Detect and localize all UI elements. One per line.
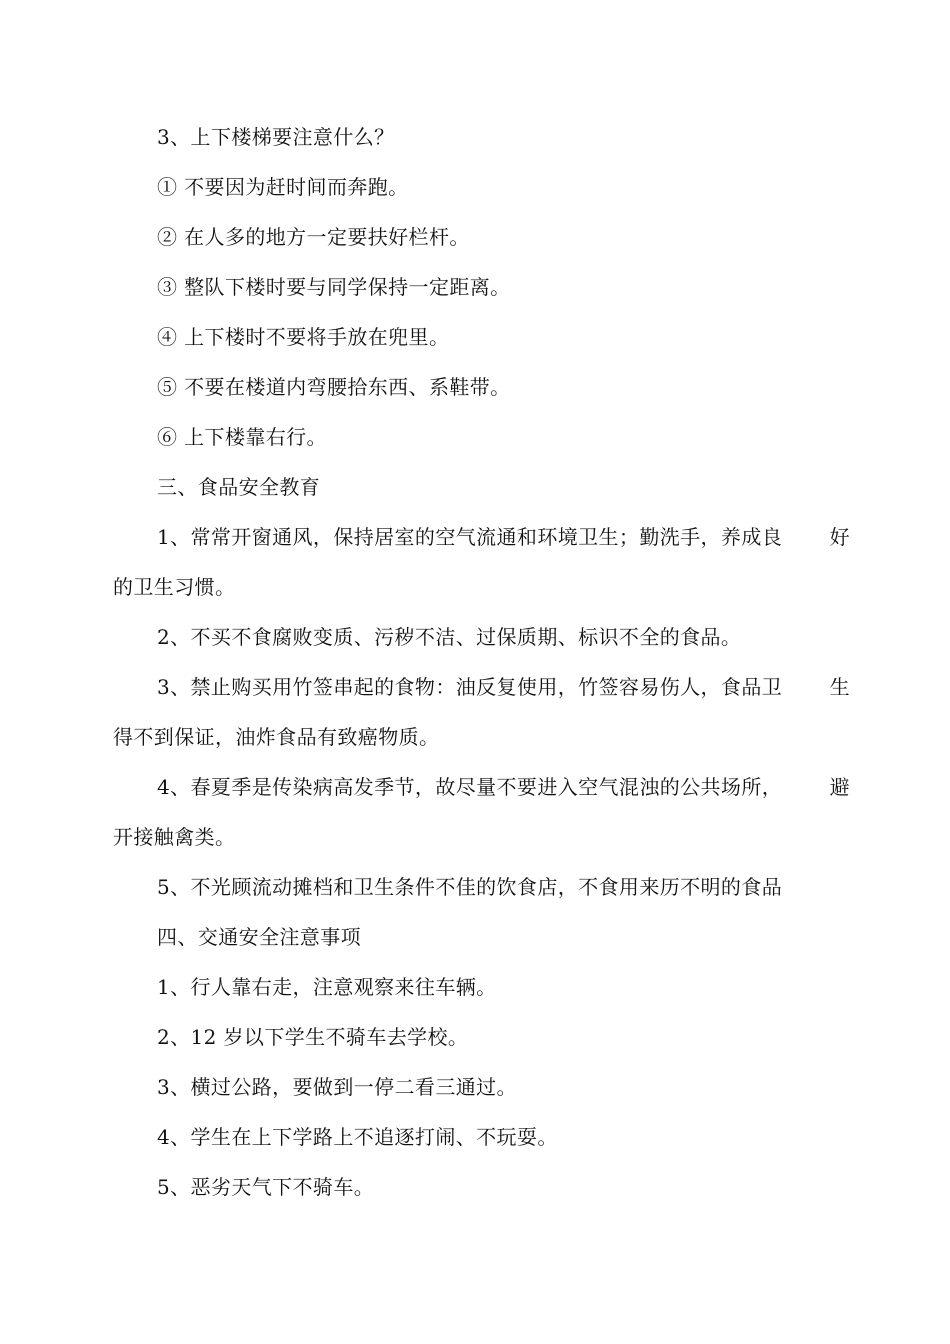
food-item-1-text: 1、常常开窗通风，保持居室的空气流通和环境卫生；勤洗手，养成良 (157, 525, 783, 549)
food-item-3-line-1 (113, 668, 850, 718)
traffic-item-5: 5、恶劣天气下不骑车。 (157, 1175, 375, 1199)
traffic-item-3: 3、横过公路，要做到一停二看三通过。 (157, 1075, 517, 1099)
food-item-1-tail: 好 (829, 525, 850, 549)
food-item-4-text: 4、春夏季是传染病高发季节，故尽量不要进入空气混浊的公共场所， (157, 775, 783, 799)
stairs-tip-1: ① 不要因为赶时间而奔跑。 (157, 175, 409, 199)
food-item-3-text: 3、禁止购买用竹签串起的食物：油反复使用，竹签容易伤人，食品卫 (157, 675, 783, 699)
food-safety-section-heading: 三、食品安全教育 (157, 475, 321, 499)
traffic-item-4: 4、学生在上下学路上不追逐打闹、不玩耍。 (157, 1125, 558, 1149)
food-item-4-line-2: 开接触禽类。 (113, 825, 236, 849)
stairs-tip-3: ③ 整队下楼时要与同学保持一定距离。 (157, 275, 511, 299)
traffic-safety-section-heading: 四、交通安全注意事项 (157, 925, 361, 949)
stairs-tip-6: ⑥ 上下楼靠右行。 (157, 425, 327, 449)
food-item-3-line-2: 得不到保证，油炸食品有致癌物质。 (113, 725, 440, 749)
document-body (113, 118, 850, 1218)
food-item-3-tail: 生 (829, 675, 850, 699)
food-item-4-tail: 避 (829, 775, 850, 799)
traffic-item-2: 2、12 岁以下学生不骑车去学校。 (157, 1025, 469, 1049)
food-item-1-line-1 (113, 518, 850, 568)
stairs-tip-4: ④ 上下楼时不要将手放在兜里。 (157, 325, 450, 349)
stairs-question-heading: 3、上下楼梯要注意什么？ (157, 125, 395, 149)
traffic-item-1: 1、行人靠右走，注意观察来往车辆。 (157, 975, 497, 999)
food-item-2: 2、不买不食腐败变质、污秽不洁、过保质期、标识不全的食品。 (157, 625, 742, 649)
food-item-1-line-2: 的卫生习惯。 (113, 575, 236, 599)
food-item-5: 5、不光顾流动摊档和卫生条件不佳的饮食店，不食用来历不明的食品 (157, 875, 783, 899)
stairs-tip-2: ② 在人多的地方一定要扶好栏杆。 (157, 225, 470, 249)
stairs-tip-5: ⑤ 不要在楼道内弯腰拾东西、系鞋带。 (157, 375, 511, 399)
food-item-4-line-1 (113, 768, 850, 818)
